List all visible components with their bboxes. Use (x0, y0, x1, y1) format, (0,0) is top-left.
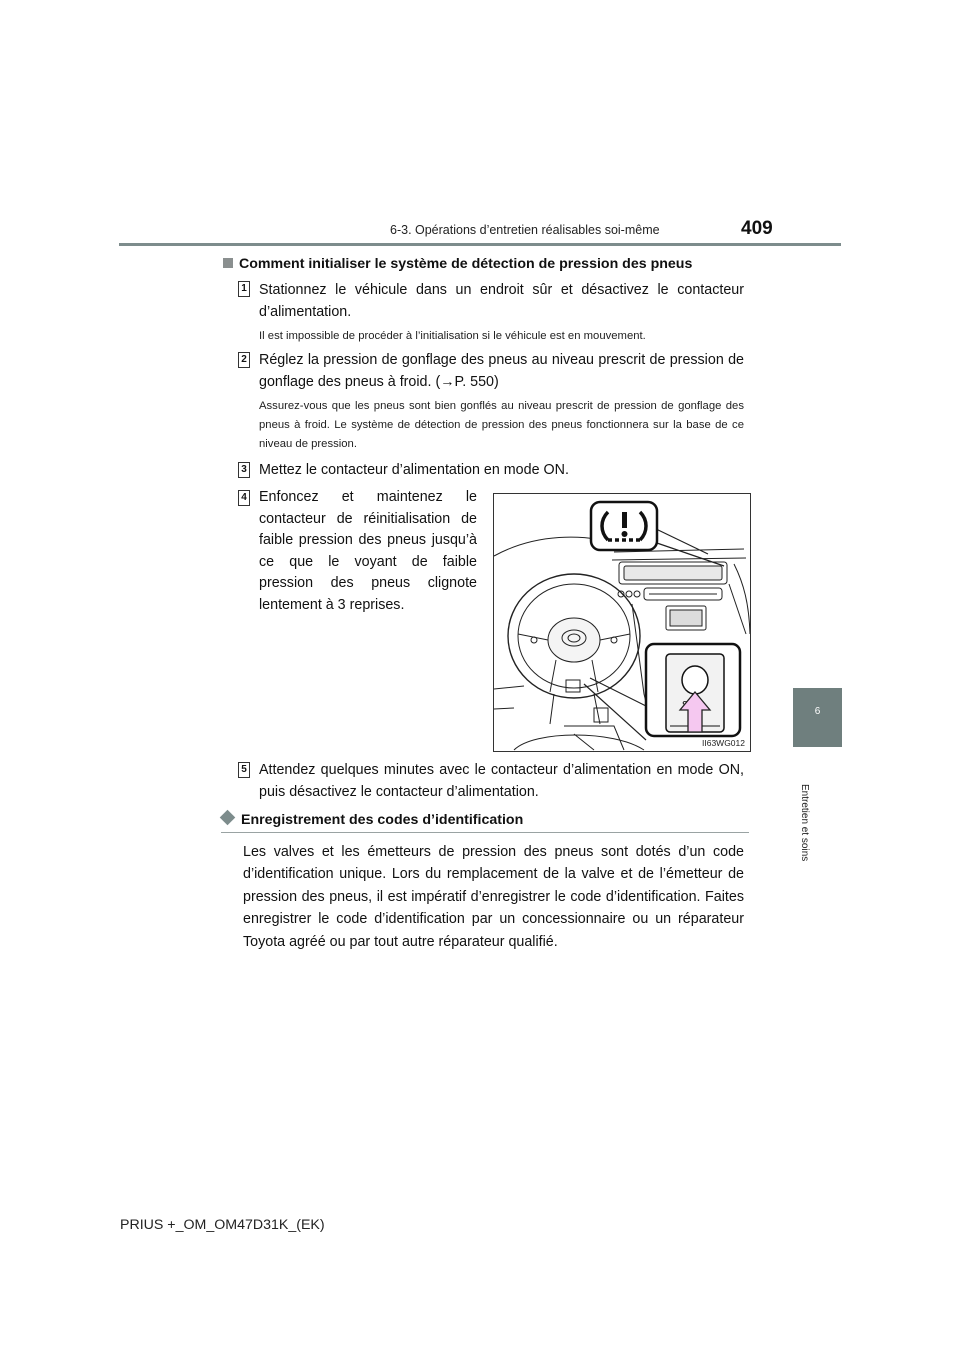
square-bullet-icon (223, 258, 233, 268)
chapter-tab[interactable] (793, 688, 842, 747)
figure-code: II63WG012 (702, 738, 745, 748)
diamond-bullet-icon (220, 810, 236, 826)
subsection-text: Les valves et les émetteurs de pression des pneus sont dotés d’un code d’identification unique. Lors du remplacement de la valve et de l’émetteur de pression des pneus, il est impératif d’enregistrer le code d’identification. Faites enregistrer le code d’identification par un concessionnaire ou un réparateur Toyota agréé ou par tout autre réparateur qualifié. (243, 844, 744, 950)
step-1-note: Il est impossible de procéder à l’initialisation si le véhicule est en mouvement. (259, 330, 646, 342)
step-number-3: 3 (238, 462, 250, 478)
step-4-text: Enfoncez et maintenez le contacteur de réinitialisation de faible pression des pneus jusqu’à ce que le voyant de faible pression des pneus clignote lentement à 3 reprises. (259, 489, 477, 613)
step-3-text: Mettez le contacteur d’alimentation en mode ON. (259, 462, 569, 478)
subsection-title (221, 812, 523, 828)
section-title (223, 256, 692, 272)
tire-pressure-warning-icon (591, 502, 657, 550)
step-5-text: Attendez quelques minutes avec le contacteur d’alimentation en mode ON, puis désactivez le contacteur d’alimentation. (259, 762, 744, 800)
chapter-tab-label (800, 784, 820, 894)
step-2-note: Assurez-vous que les pneus sont bien gonflés au niveau prescrit de pression de gonflage des pneus à froid. Le système de détection de pression des pneus fonctionnera sur la base de ce niveau de pression. (259, 400, 744, 450)
step-number-4: 4 (238, 490, 250, 506)
chapter-tab-label-text: Entretien et soins (799, 784, 810, 862)
step-number-2: 2 (238, 352, 250, 368)
dashboard-drawing (494, 494, 750, 751)
header-rule (119, 243, 841, 246)
step-1-text: Stationnez le véhicule dans un endroit sûr et désactivez le contacteur d’alimentation. (259, 282, 744, 320)
section-title-text: Comment initialiser le système de détection de pression des pneus (239, 256, 693, 272)
running-header-chapter: 6-3. Opérations d’entretien réalisables soi-même (390, 223, 660, 237)
step-number-5: 5 (238, 762, 250, 778)
subsection-title-text: Enregistrement des codes d’identification (241, 812, 524, 828)
step-number-1: 1 (238, 281, 250, 297)
page-number: 409 (741, 218, 773, 239)
document-code: PRIUS +_OM_OM47D31K_(EK) (120, 1217, 325, 1233)
chapter-tab-number: 6 (814, 706, 821, 717)
step-2-text: Réglez la pression de gonflage des pneus au niveau prescrit de pression de gonflage des pneus à froid. (→P. 550) (259, 352, 744, 390)
subsection-rule (221, 832, 749, 833)
dashboard-illustration (493, 493, 751, 752)
